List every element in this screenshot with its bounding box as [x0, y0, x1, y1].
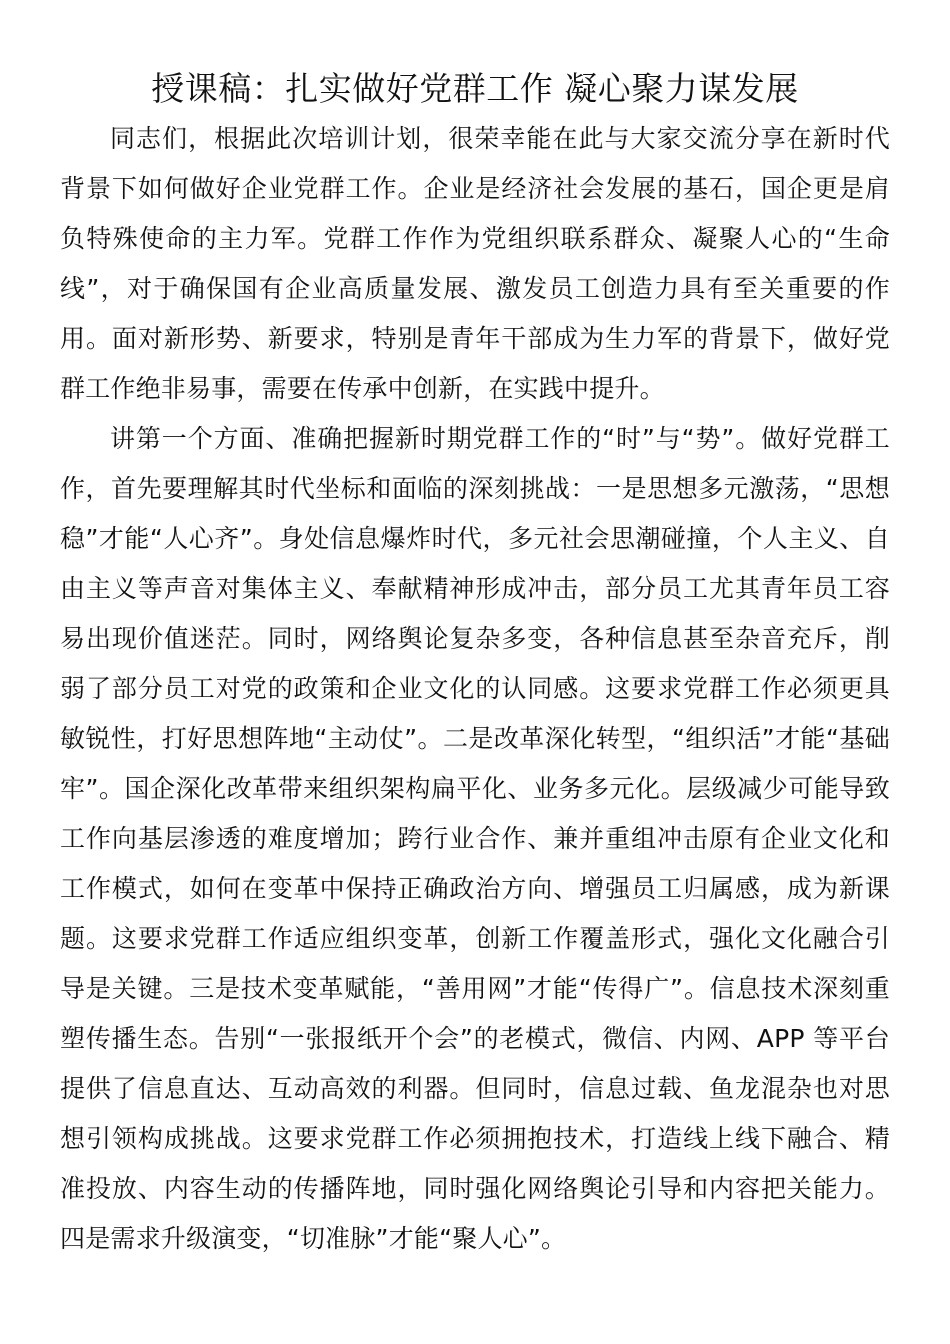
paragraph-2: 讲第一个方面、准确把握新时期党群工作的“时”与“势”。做好党群工作，首先要理解其时代坐标和面临的深刻挑战：一是思想多元激荡，“思想稳”才能“人心齐”。身处信息爆炸时代，多元社会思潮碰撞，个人主义、自由主义等声音对集体主义、奉献精神形成冲击，部分员工尤其青年员工容易出现价值迷茫。同时，网络舆论复杂多变，各种信息甚至杂音充斥，削弱了部分员工对党的政策和企业文化的认同感。这要求党群工作必须更具敏锐性，打好思想阵地“主动仗”。二是改革深化转型，“组织活”才能“基础牢”。国企深化改革带来组织架构扁平化、业务多元化。层级减少可能导致工作向基层渗透的难度增加；跨行业合作、兼并重组冲击原有企业文化和工作模式，如何在变革中保持正确政治方向、增强员工归属感，成为新课题。这要求党群工作适应组织变革，创新工作覆盖形式，强化文化融合引导是关键。三是技术变革赋能，“善用网”才能“传得广”。信息技术深刻重塑传播生态。告别“一张报纸开个会”的老模式，微信、内网、APP 等平台提供了信息直达、互动高效的利器。但同时，信息过载、鱼龙混杂也对思想引领构成挑战。这要求党群工作必须拥抱技术，打造线上线下融合、精准投放、内容生动的传播阵地，同时强化网络舆论引导和内容把关能力。四是需求升级演变，“切准脉”才能“聚人心”。: [60, 424, 890, 1253]
document-title: 授课稿：扎实做好党群工作 凝心聚力谋发展: [151, 69, 799, 108]
paragraph-1: 同志们，根据此次培训计划，很荣幸能在此与大家交流分享在新时代背景下如何做好企业党群工作。企业是经济社会发展的基石，国企更是肩负特殊使命的主力军。党群工作作为党组织联系群众、凝聚人心的“生命线”，对于确保国有企业高质量发展、激发员工创造力具有至关重要的作用。面对新形势、新要求，特别是青年干部成为生力军的背景下，做好党群工作绝非易事，需要在传承中创新，在实践中提升。: [60, 124, 890, 403]
